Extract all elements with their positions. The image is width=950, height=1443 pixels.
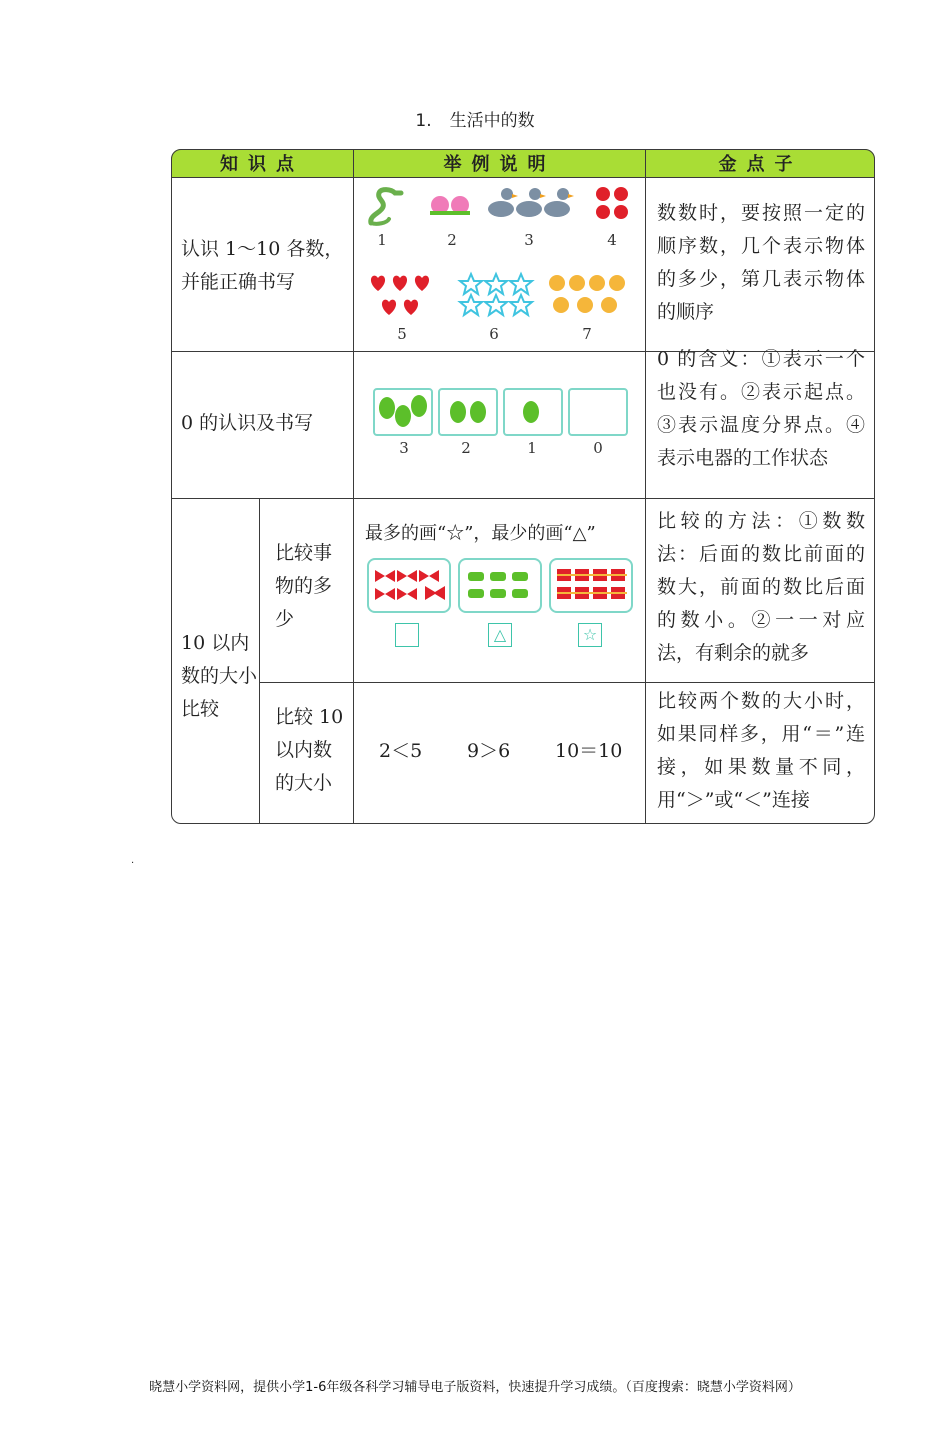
pear-box-3 [373,388,433,436]
count-label: 2 [461,439,471,457]
car-box [458,558,542,613]
peach-icon [426,191,476,217]
car-icon [466,568,536,602]
cake-box [549,558,633,613]
answer-box-cakes: ☆ [578,623,602,647]
duck-icon [487,185,575,219]
column-divider [259,498,260,823]
answer-box-bows [395,623,419,647]
count-label: 0 [593,439,603,457]
header-tips: 金点子 [646,149,875,178]
pear-box-2 [438,388,498,436]
strawberry-icon [594,185,630,221]
count-label: 5 [397,325,407,343]
comparison-example: 10＝10 [555,740,623,762]
column-divider [353,177,354,823]
row-divider [259,682,875,683]
count-label: 3 [399,439,409,457]
count-label: 1 [527,439,537,457]
count-label: 2 [447,231,457,249]
row4-tip: 比较两个数的大小时，如果同样多，用“＝”连接，如果数量不同，用“＞”或“＜”连接 [657,690,865,811]
count-label: 6 [489,325,499,343]
heading-number: 1. [415,111,432,131]
header-knowledge-point: 知识点 [171,149,354,178]
row1-knowledge-point: 认识 1～10 各数，并能正确书写 [181,238,344,293]
star-icon [459,273,535,317]
row3-tip: 比较的方法：①数数法：后面的数比前面的数大，前面的数比后面的数小。②一一对应法，有剩余的就多 [657,510,865,664]
row-divider [171,498,875,499]
page-heading [0,106,950,131]
bow-icon [373,568,447,602]
row4-sub-label: 比较 10 以内数的大小 [275,706,344,794]
pear-box-0 [568,388,628,436]
header-examples: 举例说明 [354,149,646,178]
count-label: 1 [377,231,387,249]
heading-text: 生活中的数 [449,111,535,131]
comparison-example: 9＞6 [467,740,511,762]
cake-icon [555,566,629,604]
comparison-example: 2＜5 [379,740,423,762]
heart-icon [367,271,437,319]
row3-sub-label: 比较事物的多少 [275,542,333,630]
flower-icon [547,273,633,317]
snake-icon [367,187,403,227]
count-label: 4 [607,231,617,249]
knowledge-table [171,149,875,824]
stray-dot: . [131,855,135,866]
pear-box-1 [503,388,563,436]
bow-box [367,558,451,613]
count-label: 7 [582,325,592,343]
pear-icon [442,392,494,432]
row3-group-label: 10 以内数的大小比较 [181,632,258,720]
column-divider [645,177,646,823]
pear-icon [377,392,429,432]
row2-tip: 0 的含义：①表示一个也没有。②表示起点。③表示温度分界点。④表示电器的工作状态 [657,348,865,469]
count-label: 3 [524,231,534,249]
pear-icon [507,392,559,432]
row3-instruction: 最多的画“☆”，最少的画“△” [365,523,596,544]
page-footer: 晓慧小学资料网，提供小学1-6年级各科学习辅导电子版资料，快速提升学习成绩。（百度搜索：晓慧小学资料网） [149,1380,801,1395]
answer-box-cars: △ [488,623,512,647]
row1-tip: 数数时，要按照一定的顺序数，几个表示物体的多少，第几表示物体的顺序 [657,202,865,323]
row2-knowledge-point: 0 的认识及书写 [181,412,314,434]
